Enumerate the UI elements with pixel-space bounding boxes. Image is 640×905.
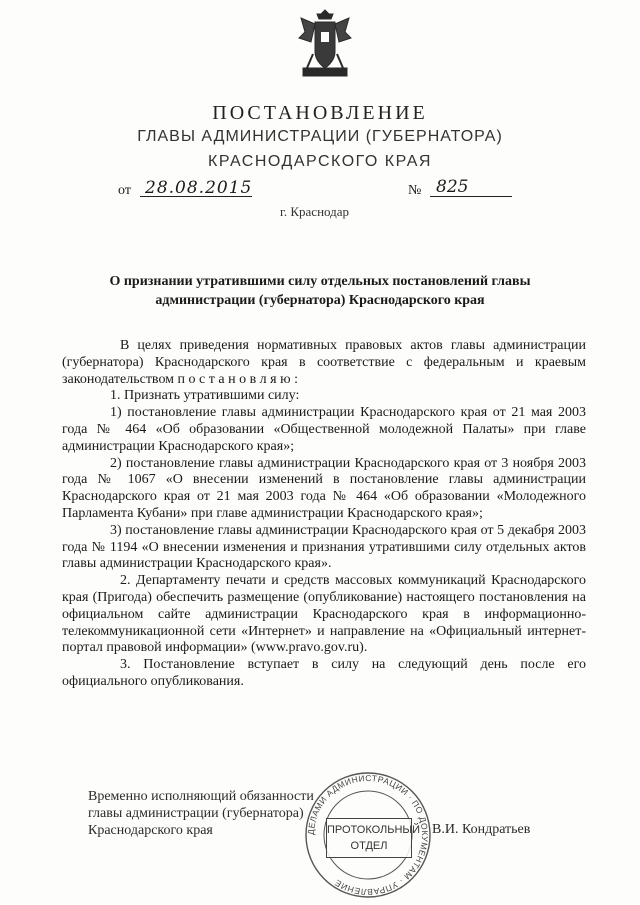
clause-1: 1. Признать утратившими силу:	[110, 388, 300, 404]
stamp-box-line: ПРОТОКОЛЬНЫЙ	[327, 824, 421, 836]
protocol-department-stamp	[326, 818, 421, 858]
document-type-heading: ПОСТАНОВЛЕНИЕ	[212, 102, 428, 124]
handwritten-number: 825	[436, 177, 469, 197]
handwritten-date: 28.08.2015	[145, 178, 253, 198]
signatory-line: Краснодарского края	[88, 823, 213, 838]
coat-of-arms-icon	[295, 6, 355, 86]
clause-1-3: 3) постановление главы администрации Краснодарского края от 5 декабря 2003 года № 1194 «О внесении изменения и признания утратившими силу отдельных актов главы администрации Краснодарского края».	[62, 522, 586, 572]
date-prefix: от	[118, 183, 131, 198]
region-heading: КРАСНОДАРСКОГО КРАЯ	[208, 153, 432, 170]
document-title-line: О признании утратившими силу отдельных постановлений главы	[109, 274, 531, 289]
number-prefix: №	[408, 183, 422, 198]
clause-2: 2. Департаменту печати и средств массовых коммуникаций Краснодарского края (Пригода) обеспечить размещение (опубликование) настоящего постановления на официальном сайте администрации Краснодарского края в информационно-телекоммуникационной сети «Интернет» и направление на «Официальный интернет-портал правовой информации» (www.pravo.gov.ru).	[62, 573, 586, 656]
signatory-position	[88, 788, 314, 839]
stamp-box-line: ОТДЕЛ	[350, 840, 388, 852]
intro-paragraph: В целях приведения нормативных правовых актов главы администрации (губернатора) Краснодарского края в соответствие с федеральным и краевым законодательством п о с т а н о в л я ю :	[62, 338, 586, 387]
issuer-heading: ГЛАВЫ АДМИНИСТРАЦИИ (ГУБЕРНАТОРА)	[137, 128, 503, 145]
document-title-line: администрации (губернатора) Краснодарского края	[155, 293, 485, 308]
city-name: г. Краснодар	[280, 204, 350, 219]
clause-1-2: 2) постановление главы администрации Краснодарского края от 3 ноября 2003 года № 1067 «О внесении изменений в постановление главы администрации Краснодарского края от 21 мая 2003 года № 464 «Об образовании «Молодежного Парламента Кубани» при главе администрации Краснодарского края»;	[62, 455, 586, 521]
signatory-line: Временно исполняющий обязанности	[88, 789, 314, 804]
signatory-line: главы администрации (губернатора)	[88, 806, 304, 821]
stamp-ring-text: ДЕЛАМИ АДМИНИСТРАЦИИ · ПО ДОКУМЕНТАМ · УПРАВЛЕНИЕ	[305, 772, 431, 898]
document-body	[62, 338, 586, 691]
signatory-name: В.И. Кондратьев	[432, 822, 531, 837]
clause-3: 3. Постановление вступает в силу на следующий день после его официального опубликования.	[62, 657, 586, 689]
document-title	[60, 272, 580, 310]
clause-1-1: 1) постановление главы администрации Краснодарского края от 21 мая 2003 года № 464 «Об образовании «Общественной молодежной Палаты» при главе администрации Краснодарского края»;	[62, 405, 586, 454]
